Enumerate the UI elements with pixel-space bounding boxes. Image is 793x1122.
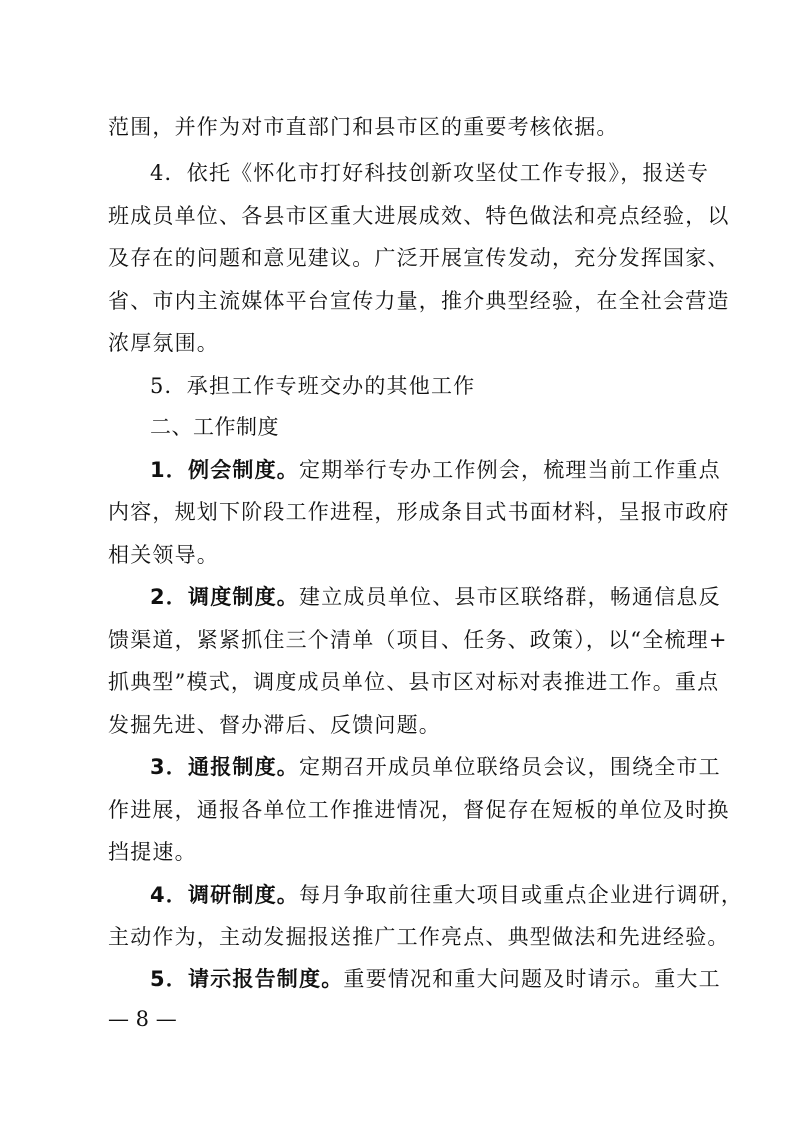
- item-text: 建立成员单位、县市区联络群，畅通信息反: [299, 585, 721, 609]
- paragraph-line: [150, 455, 721, 485]
- paragraph-line: 馈渠道，紧紧抓住三个清单（项目、任务、政策），以“全梳理+: [108, 628, 728, 652]
- paragraph-line: 浓厚氛围。: [108, 331, 219, 355]
- paragraph-line: 主动作为，主动发掘报送推广工作亮点、典型做法和先进经验。: [108, 925, 730, 949]
- section-heading: 二、工作制度: [150, 415, 279, 439]
- paragraph-line: 4．依托《怀化市打好科技创新攻坚仗工作专报》，报送专: [150, 161, 710, 185]
- paragraph-line: 抓典型”模式，调度成员单位、县市区对标对表推进工作。重点: [108, 670, 720, 694]
- paragraph-line: [150, 752, 721, 782]
- item-text: 每月争取前往重大项目或重点企业进行调研，: [299, 883, 744, 907]
- item-title: 3．通报制度。: [150, 755, 300, 779]
- paragraph-line: [150, 880, 744, 910]
- paragraph-line: 省、市内主流媒体平台宣传力量，推介典型经验，在全社会营造: [108, 289, 730, 313]
- paragraph-line: 相关领导。: [108, 543, 219, 567]
- paragraph-line: 班成员单位、各县市区重大进展成效、特色做法和亮点经验，以: [108, 204, 730, 228]
- paragraph-line: 发掘先进、督办滞后、反馈问题。: [108, 713, 441, 737]
- paragraph-line: [150, 582, 721, 612]
- item-title: 1．例会制度。: [150, 458, 300, 482]
- item-title: 4．调研制度。: [150, 883, 300, 907]
- paragraph-line: 及存在的问题和意见建议。广泛开展宣传发动，充分发挥国家、: [108, 246, 730, 270]
- paragraph-line: [150, 964, 721, 994]
- item-title: 5．请示报告制度。: [150, 967, 344, 991]
- item-text: 定期举行专办工作例会，梳理当前工作重点: [299, 458, 721, 482]
- paragraph-line: 作进展，通报各单位工作推进情况，督促存在短板的单位及时换: [108, 798, 730, 822]
- item-text: 定期召开成员单位联络员会议，围绕全市工: [299, 755, 721, 779]
- paragraph-line: 内容，规划下阶段工作进程，形成条目式书面材料，呈报市政府: [108, 500, 730, 524]
- paragraph-line: 5．承担工作专班交办的其他工作: [150, 374, 476, 398]
- page-number: — 8 —: [108, 1007, 177, 1031]
- item-title: 2．调度制度。: [150, 585, 300, 609]
- item-text: 重要情况和重大问题及时请示。重大工: [343, 967, 721, 991]
- paragraph-line: 挡提速。: [108, 840, 197, 864]
- paragraph-line: 范围，并作为对市直部门和县市区的重要考核依据。: [108, 115, 619, 139]
